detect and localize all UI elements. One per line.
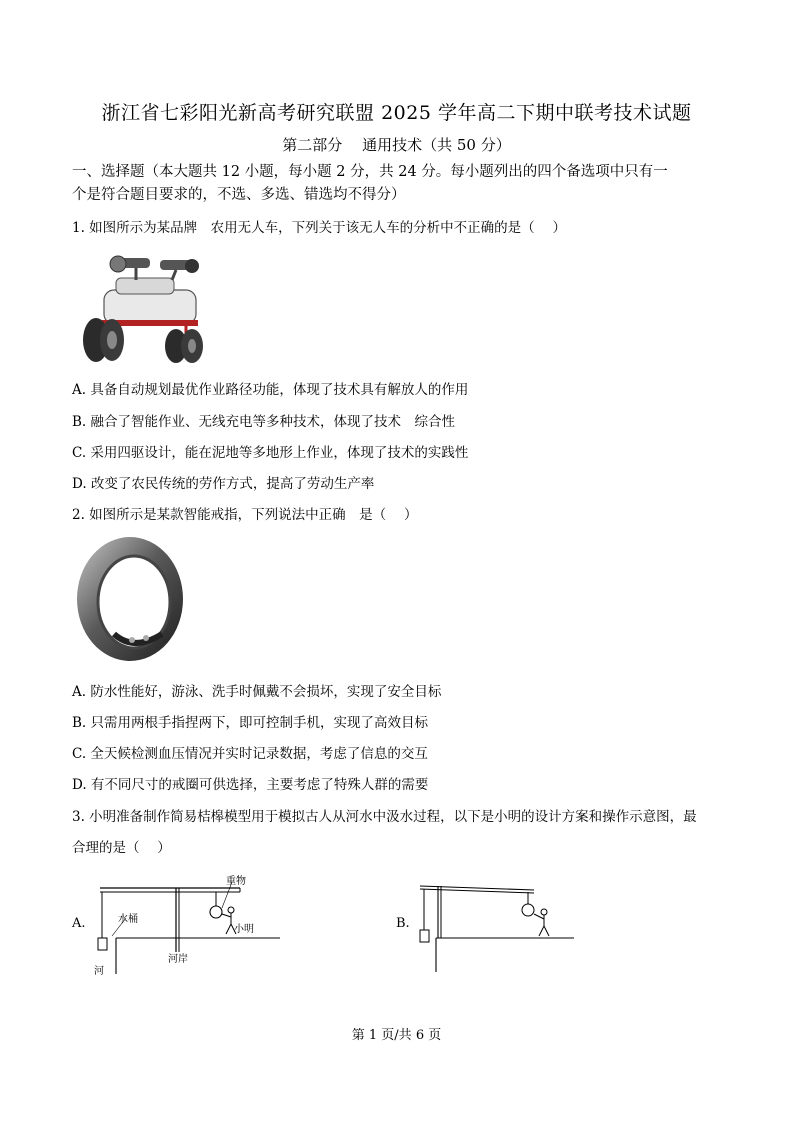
q2-option-d: D. 有不同尺寸的戒圈可供选择，主要考虑了特殊人群的需要 bbox=[72, 777, 429, 793]
q1-option-b: B. 融合了智能作业、无线充电等多种技术，体现了技术 综合性 bbox=[72, 414, 456, 430]
q2-option-a: A. 防水性能好，游泳、洗手时佩戴不会损坏，实现了安全目标 bbox=[72, 684, 442, 700]
q2-option-b: B. 只需用两根手指捏两下，即可控制手机，实现了高效目标 bbox=[72, 715, 429, 731]
q3-figa-river-label: 河 bbox=[94, 966, 104, 977]
q3-stem-line2: 合理的是（ ） bbox=[72, 840, 171, 856]
q3-figa-bank-label: 河岸 bbox=[168, 954, 188, 965]
q3-figure-b bbox=[416, 874, 578, 974]
q3-figure-b-label: B. bbox=[396, 916, 410, 931]
q1-stem: 1. 如图所示为某品牌 农用无人车，下列关于该无人车的分析中不正确的是（ ） bbox=[72, 220, 566, 236]
q3-figure-a-label: A. bbox=[72, 916, 86, 931]
q2-stem: 2. 如图所示是某款智能戒指，下列说法中正确 是（ ） bbox=[72, 507, 418, 523]
q1-option-a: A. 具备自动规划最优作业路径功能，体现了技术具有解放人的作用 bbox=[72, 382, 469, 398]
page-title: 浙江省七彩阳光新高考研究联盟 2025 学年高二下期中联考技术试题 bbox=[101, 102, 692, 124]
q3-figa-bucket-label: 水桶 bbox=[118, 914, 138, 925]
q3-stem-line1: 3. 小明准备制作简易桔槔模型用于模拟古人从河水中汲水过程，以下是小明的设计方案和操作示意图，最 bbox=[72, 809, 697, 825]
section-instruction-line1: 一、选择题（本大题共 12 小题，每小题 2 分，共 24 分。每小题列出的四个备选项中只有一 bbox=[72, 164, 668, 180]
page-number: 第 1 页/共 6 页 bbox=[351, 1028, 442, 1043]
q2-option-c: C. 全天候检测血压情况并实时记录数据，考虑了信息的交互 bbox=[72, 746, 428, 762]
q1-option-c: C. 采用四驱设计，能在泥地等多地形上作业，体现了技术的实践性 bbox=[72, 445, 469, 461]
q3-figa-person-label: 小明 bbox=[234, 924, 254, 935]
smart-ring-image bbox=[74, 534, 186, 664]
page-subtitle: 第二部分 通用技术（共 50 分） bbox=[282, 136, 511, 154]
q3-figa-weight-label: 重物 bbox=[226, 876, 246, 887]
q1-option-d: D. 改变了农民传统的劳作方式，提高了劳动生产率 bbox=[72, 476, 375, 492]
section-instruction-line2: 个是符合题目要求的，不选、多选、错选均不得分） bbox=[72, 187, 406, 203]
unmanned-vehicle-image bbox=[76, 248, 204, 366]
